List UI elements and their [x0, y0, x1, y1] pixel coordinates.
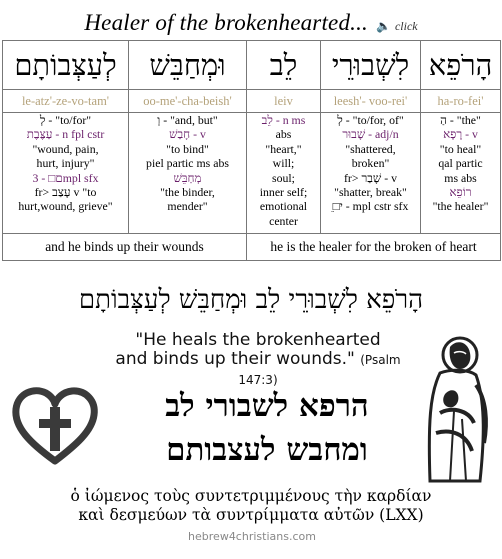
gloss-line: "to heal" — [439, 141, 482, 156]
gloss-line: עַצֶּבֶת - n fpl cstr — [26, 127, 105, 142]
hebrew-word: לֵב — [247, 41, 321, 90]
hebrew-block-line-1: הרפא לשבורי לב — [165, 388, 369, 424]
transliteration: leesh'- voo-rei' — [321, 90, 421, 113]
gloss-line: לֵב - n ms — [261, 113, 306, 127]
gloss-line: ם□ - 3mpl sfx — [32, 170, 99, 185]
gloss-cell — [321, 113, 421, 234]
gloss-line: □ֵי - mpl cstr sfx — [332, 199, 409, 214]
hebrew-word: לְעַצְּבוֹתָם — [3, 41, 129, 90]
gloss-line: fr> עָצַב v "to — [34, 185, 97, 200]
gloss-line: abs — [275, 127, 292, 142]
phrase-row — [3, 234, 501, 261]
hebrew-word: לִשְׁבוּרֵי — [321, 41, 421, 90]
gloss-line: soul; — [272, 170, 295, 185]
greek-line-1: ὁ ἰώμενος τοὺς συντετριμμένους τὴν καρδίαν — [70, 487, 432, 505]
heart-cross-icon — [10, 381, 100, 469]
gloss-line: "wound, pain, — [32, 141, 99, 156]
word-analysis-table — [2, 40, 501, 261]
gloss-line: "to bind" — [166, 141, 209, 156]
gloss-line: emotional — [259, 199, 308, 214]
gloss-line: "shatter, break" — [334, 185, 407, 200]
gloss-line: לְ - "to/for" — [39, 113, 92, 127]
gloss-line: will; — [272, 156, 295, 171]
gloss-line: broken" — [351, 156, 390, 171]
gloss-line: qal partic — [438, 156, 483, 171]
gloss-line: מְחַבֵּשׁ — [173, 170, 202, 185]
hebrew-block-line-2: ומחבש לעצבותם — [166, 432, 368, 468]
gloss-line: רוֹפֵא — [449, 185, 472, 200]
gloss-line: center — [269, 213, 298, 228]
gloss-line: hurt, injury" — [36, 156, 95, 171]
verse-reference: (Psalm 147:3) — [238, 353, 401, 387]
gloss-row — [3, 113, 501, 234]
transliteration: ha-ro-fei' — [421, 90, 501, 113]
gloss-cell — [421, 113, 501, 234]
gloss-line: inner self; — [259, 185, 308, 200]
transliteration: le-atz'-ze-vo-tam' — [3, 90, 129, 113]
gloss-line: "the healer" — [432, 199, 489, 214]
transliteration-row — [3, 90, 501, 113]
gloss-line: "the binder, — [160, 185, 215, 200]
gloss-line: שָׁבוּר - adj/n — [342, 127, 399, 142]
jesus-embrace-illustration — [410, 333, 498, 483]
gloss-cell — [247, 113, 321, 234]
page-title-row — [0, 10, 502, 36]
quote-line-2: and binds up their wounds." — [115, 349, 355, 369]
quote-line-1: "He heals the brokenhearted — [135, 330, 381, 350]
gloss-line: ms abs — [444, 170, 477, 185]
hebrew-verse-unpointed — [112, 384, 422, 472]
site-footer-link[interactable]: hebrew4christians.com — [188, 530, 316, 543]
greek-line-2: καὶ δεσμεύων τὰ συντρίμματα αὐτῶν (LXX) — [78, 506, 424, 524]
gloss-line: "heart," — [265, 141, 302, 156]
gloss-cell — [3, 113, 129, 234]
greek-lxx-text — [40, 487, 462, 525]
transliteration: leiv — [247, 90, 321, 113]
gloss-line: וְ - "and, but" — [157, 113, 218, 127]
gloss-line: הַ - "the" — [440, 113, 481, 127]
gloss-line: hurt,wound, grieve" — [18, 199, 113, 214]
hebrew-word: וּמְחַבֵּשׁ — [129, 41, 247, 90]
gloss-line: "shattered, — [345, 141, 396, 156]
hebrew-word: הָרֹפֵא — [421, 41, 501, 90]
gloss-line: mender" — [167, 199, 208, 214]
hebrew-verse-pointed: הָרֹפֵא לִשְׁבוּרֵי לֵב וּמְחַבֵּשׁ לְעַצְּבוֹתָם — [78, 285, 424, 315]
audio-click-link[interactable]: click — [394, 19, 418, 33]
phrase-right: he is the healer for the broken of heart — [247, 234, 501, 261]
gloss-line: piel partic ms abs — [146, 156, 229, 171]
phrase-left: and he binds up their wounds — [3, 234, 247, 261]
page-title: Healer of the brokenhearted... — [84, 10, 369, 35]
transliteration: oo-me'-cha-beish' — [129, 90, 247, 113]
speaker-icon[interactable]: 🔈 — [376, 19, 391, 33]
gloss-line: רָפָא - v — [443, 127, 478, 142]
gloss-line: חָבַשׁ - v — [169, 127, 206, 142]
gloss-line: fr> שָׁבַר - v — [343, 170, 398, 185]
gloss-cell — [129, 113, 247, 234]
gloss-line: לְ - "to/for, of" — [337, 113, 404, 127]
english-quote — [108, 331, 408, 390]
hebrew-word-row — [3, 41, 501, 90]
